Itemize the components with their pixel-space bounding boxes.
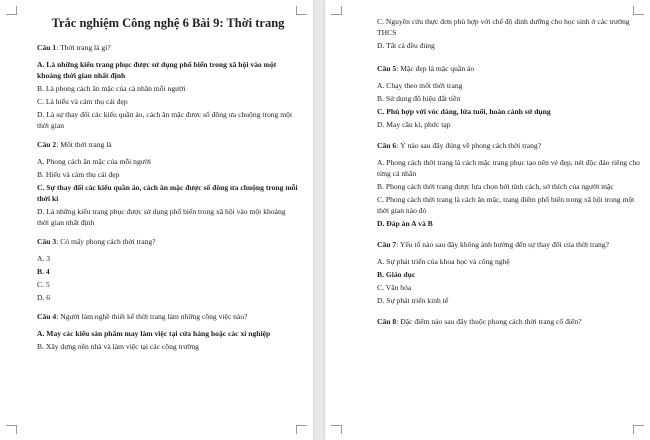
corner-mark (6, 425, 17, 434)
question-5 (377, 63, 641, 74)
question-text: : Có mấy phong cách thời trang? (56, 237, 156, 246)
answer-option: A. 3 (37, 254, 51, 263)
question-text: : Mặc đẹp là mặc quần áo (396, 64, 475, 73)
question-text: : Ý nào sau đây đúng về phong cách thời trang? (396, 141, 542, 150)
corner-mark (331, 6, 342, 15)
question-text: : Mốt thời trang là (56, 140, 112, 149)
question-1 (37, 42, 299, 53)
corner-mark (633, 425, 644, 434)
question-6 (377, 140, 641, 151)
answer-option: C. Phong cách thời trang là cách ăn mặc, trang điểm phổ biến trong xã hội trong một thời gian nào đó (377, 195, 635, 215)
answer-option: A. May các kiểu sản phẩm may làm việc tại cửa hàng hoặc các xí nghiệp (37, 329, 271, 338)
answer-option: A. Là những kiểu trang phục được sử dụng phổ biến trong xã hội vào một khoảng thời gian nhất định (37, 60, 277, 80)
question-label: Câu 3 (37, 237, 57, 246)
answer-option: A. Chạy theo mốt thời trang (377, 81, 463, 90)
answer-option: B. Là phong cách ăn mặc của cá nhân mỗi người (37, 84, 186, 93)
answer-option: B. Phong cách thời trang được lựa chọn bởi tính cách, sở thích của người mặc (377, 182, 614, 191)
question-label: Câu 6 (377, 141, 397, 150)
corner-mark (6, 6, 17, 15)
document-page-left (0, 0, 313, 440)
answer-option: C. Văn hóa (377, 283, 412, 292)
question-label: Câu 4 (37, 312, 57, 321)
question-4 (37, 311, 299, 322)
corner-mark (296, 6, 307, 15)
corner-mark (296, 425, 307, 434)
answer-option: C. Sự thay đổi các kiểu quần áo, cách ăn mặc được số đông ưa chuộng trong mỗi thời kì (37, 183, 298, 203)
answer-option: D. Đáp án A và B (377, 219, 433, 228)
question-3 (37, 236, 299, 247)
answer-option: C. 5 (37, 280, 50, 289)
question-text: : Người làm nghề thiết kế thời trang làm những công việc nào? (56, 312, 248, 321)
answer-option: B. Xây dựng nền nhà và làm việc tại các công trường (37, 342, 199, 351)
page-content (377, 16, 641, 327)
answer-option: D. Là sự thay đổi các kiểu quần áo, cách ăn mặc được số đông ưa chuộng trong một thời gian (37, 110, 293, 130)
question-text: : Đặc điểm nào sau đây thuộc phong cách thời trang cổ điển? (396, 317, 582, 326)
answer-option: C. Là hiểu và cảm thụ cái đẹp (37, 97, 128, 106)
answer-option: B. Sử dụng đồ hiệu đắt tiền (377, 94, 461, 103)
question-label: Câu 5 (377, 64, 397, 73)
question-text: : Thời trang là gì? (56, 43, 111, 52)
answer-option: D. May cầu kì, phức tạp (377, 120, 451, 129)
question-label: Câu 1 (37, 43, 57, 52)
question-text: : Yếu tố nào sau đây không ảnh hưởng đến sự thay đổi của thời trang? (396, 240, 609, 249)
question-label: Câu 7 (377, 240, 397, 249)
document-title: Trắc nghiệm Công nghệ 6 Bài 9: Thời trang (51, 16, 285, 30)
question-2 (37, 139, 299, 150)
answer-option: B. Hiểu và cảm thụ cái đẹp (37, 170, 120, 179)
answer-option: C. Phù hợp với vóc dáng, lứa tuổi, hoàn cảnh sử dụng (377, 107, 551, 116)
question-8 (377, 316, 641, 327)
question-label: Câu 2 (37, 140, 57, 149)
answer-option: C. Nguyên cứu thực đơn phù hợp với chế độ dinh dưỡng cho học sinh ở các trường THCS (377, 17, 630, 37)
answer-option: A. Phong cách ăn mặc của mỗi người (37, 157, 151, 166)
page-content (37, 16, 299, 352)
corner-mark (633, 6, 644, 15)
document-page-right (325, 0, 650, 440)
question-label: Câu 8 (377, 317, 397, 326)
answer-option: D. 6 (37, 293, 51, 302)
answer-option: B. 4 (37, 267, 50, 276)
answer-option: B. Giáo dục (377, 270, 416, 279)
answer-option: D. Sự phát triển kinh tế (377, 296, 449, 305)
answer-option: D. Là những kiểu trang phục được sử dụng phổ biến trong xã hội vào một khoảng thời gian nhất định (37, 207, 286, 227)
answer-option: A. Sự phát triển của khoa học và công nghệ (377, 257, 510, 266)
question-7 (377, 239, 641, 250)
corner-mark (331, 425, 342, 434)
answer-option: D. Tất cả đều đúng (377, 41, 435, 50)
answer-option: A. Phong cách thời trang là cách mặc trang phục tạo nên vẻ đẹp, nét độc đáo riêng cho từng cá nhân (377, 158, 640, 178)
